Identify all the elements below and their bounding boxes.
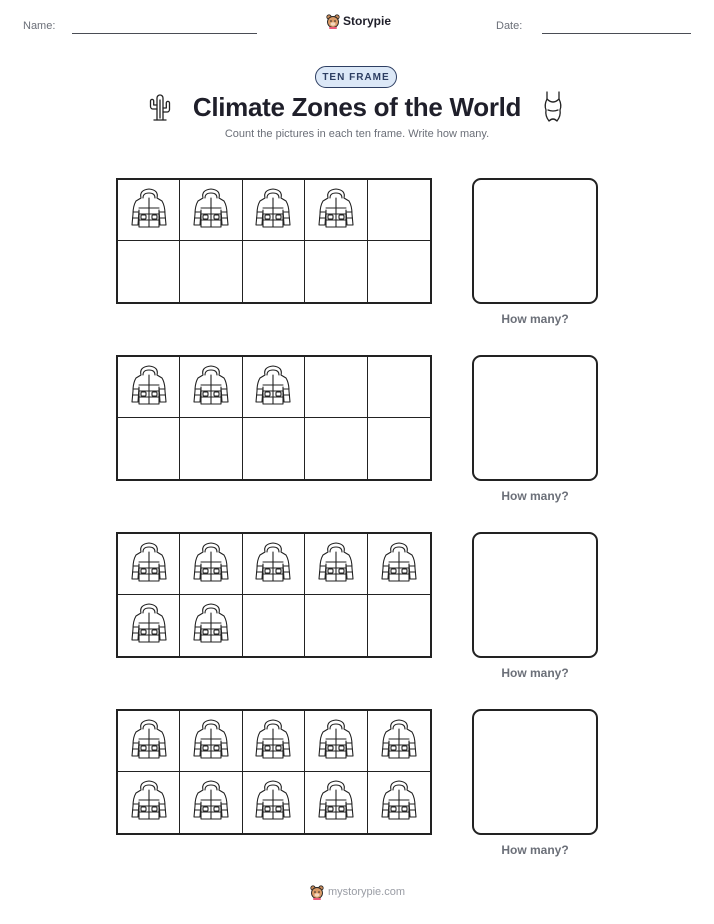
puffer-jacket-icon xyxy=(128,778,170,827)
swimsuit-icon xyxy=(540,90,566,124)
ten-frame-cell xyxy=(180,418,242,479)
puffer-jacket-icon xyxy=(128,601,170,650)
ten-frame-cell xyxy=(368,772,430,833)
puffer-jacket-icon xyxy=(315,186,357,235)
answer-box-2[interactable] xyxy=(472,355,598,481)
brand-name: Storypie xyxy=(343,14,392,28)
ten-frame-cell xyxy=(180,357,242,418)
ten-frame-cell xyxy=(243,241,305,302)
ten-frame-cell xyxy=(118,772,180,833)
ten-frame-1 xyxy=(116,178,432,304)
brand-logo xyxy=(326,13,391,29)
puffer-jacket-icon xyxy=(378,717,420,766)
ten-frame-badge: TEN FRAME xyxy=(315,66,397,88)
ten-frame-3 xyxy=(116,532,432,658)
ten-frame-cell xyxy=(243,534,305,595)
puffer-jacket-icon xyxy=(378,540,420,589)
ten-frame-2 xyxy=(116,355,432,481)
ten-frame-cell xyxy=(368,241,430,302)
answer-box-3[interactable] xyxy=(472,532,598,658)
ten-frame-cell xyxy=(305,711,367,772)
puffer-jacket-icon xyxy=(252,186,294,235)
ten-frame-cell xyxy=(180,711,242,772)
storypie-bear-icon xyxy=(326,13,340,29)
ten-frame-cell xyxy=(118,241,180,302)
puffer-jacket-icon xyxy=(190,717,232,766)
ten-frame-cell xyxy=(180,534,242,595)
puffer-jacket-icon xyxy=(190,778,232,827)
ten-frame-cell xyxy=(180,772,242,833)
ten-frame-cell xyxy=(243,418,305,479)
how-many-label-4: How many? xyxy=(501,843,569,857)
ten-frame-cell xyxy=(368,534,430,595)
ten-frame-cell xyxy=(118,595,180,656)
ten-frame-cell xyxy=(368,595,430,656)
puffer-jacket-icon xyxy=(252,717,294,766)
ten-frame-cell xyxy=(368,357,430,418)
ten-frame-cell xyxy=(305,772,367,833)
footer xyxy=(310,884,405,900)
ten-frame-cell xyxy=(305,595,367,656)
puffer-jacket-icon xyxy=(128,186,170,235)
ten-frame-cell xyxy=(243,180,305,241)
ten-frame-cell xyxy=(180,241,242,302)
name-label: Name: xyxy=(23,20,56,32)
how-many-label-2: How many? xyxy=(501,489,569,503)
puffer-jacket-icon xyxy=(252,363,294,412)
answer-box-1[interactable] xyxy=(472,178,598,304)
puffer-jacket-icon xyxy=(128,717,170,766)
instructions: Count the pictures in each ten frame. Write how many. xyxy=(224,128,490,140)
ten-frame-cell xyxy=(305,180,367,241)
ten-frame-cell xyxy=(305,241,367,302)
page-title: Climate Zones of the World xyxy=(192,92,522,122)
how-many-label-1: How many? xyxy=(501,312,569,326)
ten-frame-cell xyxy=(305,534,367,595)
footer-url: mystorypie.com xyxy=(328,886,406,898)
date-line[interactable] xyxy=(542,33,691,34)
ten-frame-cell xyxy=(243,711,305,772)
puffer-jacket-icon xyxy=(190,186,232,235)
ten-frame-cell xyxy=(118,180,180,241)
ten-frame-cell xyxy=(243,595,305,656)
puffer-jacket-icon xyxy=(252,540,294,589)
ten-frame-cell xyxy=(180,180,242,241)
ten-frame-cell xyxy=(243,357,305,418)
storypie-bear-icon xyxy=(310,884,324,900)
ten-frame-cell xyxy=(118,711,180,772)
ten-frame-cell xyxy=(368,180,430,241)
puffer-jacket-icon xyxy=(190,601,232,650)
ten-frame-cell xyxy=(118,418,180,479)
puffer-jacket-icon xyxy=(378,778,420,827)
ten-frame-4 xyxy=(116,709,432,835)
answer-box-4[interactable] xyxy=(472,709,598,835)
puffer-jacket-icon xyxy=(190,540,232,589)
ten-frame-cell xyxy=(305,418,367,479)
ten-frame-cell xyxy=(368,711,430,772)
puffer-jacket-icon xyxy=(190,363,232,412)
puffer-jacket-icon xyxy=(128,540,170,589)
ten-frame-cell xyxy=(180,595,242,656)
puffer-jacket-icon xyxy=(315,717,357,766)
ten-frame-cell xyxy=(368,418,430,479)
date-label: Date: xyxy=(496,20,523,32)
ten-frame-cell xyxy=(118,357,180,418)
how-many-label-3: How many? xyxy=(501,666,569,680)
ten-frame-cell xyxy=(118,534,180,595)
puffer-jacket-icon xyxy=(315,540,357,589)
puffer-jacket-icon xyxy=(315,778,357,827)
puffer-jacket-icon xyxy=(252,778,294,827)
name-line[interactable] xyxy=(72,33,257,34)
ten-frame-cell xyxy=(243,772,305,833)
ten-frame-cell xyxy=(305,357,367,418)
puffer-jacket-icon xyxy=(128,363,170,412)
